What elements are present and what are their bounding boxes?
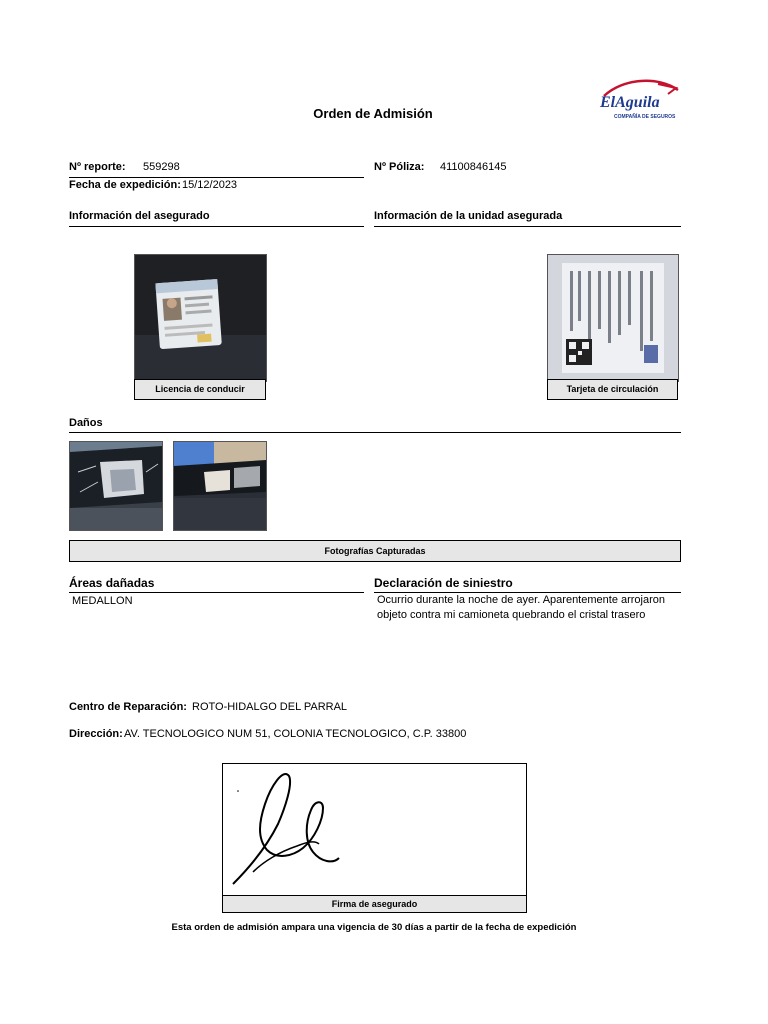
reporte-label: Nº reporte: (69, 161, 126, 173)
signature-caption: Firma de asegurado (222, 895, 527, 913)
fecha-value: 15/12/2023 (182, 179, 238, 191)
divider (374, 226, 681, 227)
divider (69, 592, 364, 593)
centro-value: ROTO-HIDALGO DEL PARRAL (192, 701, 348, 713)
signature-box (222, 763, 527, 913)
licencia-photo (134, 254, 267, 382)
divider (69, 177, 364, 178)
damage-photo-1 (69, 441, 163, 531)
centro-label: Centro de Reparación: (69, 701, 187, 713)
section-declaracion: Declaración de siniestro (374, 576, 513, 590)
direccion-label: Dirección: (69, 728, 123, 740)
footer-note: Esta orden de admisión ampara una vigencia de 30 días a partir de la fecha de expedición (171, 922, 577, 933)
poliza-label: Nº Póliza: (374, 161, 425, 173)
logo-subtitle: COMPAÑÍA DE SEGUROS (614, 114, 676, 120)
tarjeta-photo (547, 254, 679, 382)
declaracion-value: Ocurrio durante la noche de ayer. Aparentemente arrojaron objeto contra mi camioneta quebrando el cristal trasero (377, 594, 666, 621)
fecha-label: Fecha de expedición: (69, 179, 181, 191)
signature-drawing (223, 764, 526, 894)
section-danos: Daños (69, 417, 103, 429)
page-title: Orden de Admisión (313, 106, 433, 121)
poliza-value: 41100846145 (440, 161, 507, 173)
logo-text: ElAguila (600, 94, 660, 111)
section-asegurado: Información del asegurado (69, 210, 210, 222)
divider (69, 226, 364, 227)
licencia-caption: Licencia de conducir (134, 379, 266, 400)
reporte-value: 559298 (143, 161, 180, 173)
direccion-value: AV. TECNOLOGICO NUM 51, COLONIA TECNOLOGICO, C.P. 33800 (124, 728, 467, 740)
areas-value: MEDALLON (72, 595, 133, 607)
company-logo (598, 78, 683, 124)
tarjeta-caption: Tarjeta de circulación (547, 379, 678, 400)
section-unidad: Información de la unidad asegurada (374, 210, 563, 222)
section-areas: Áreas dañadas (69, 576, 155, 590)
divider (69, 432, 681, 433)
photos-caption: Fotografías Capturadas (69, 540, 681, 562)
damage-photo-2 (173, 441, 267, 531)
